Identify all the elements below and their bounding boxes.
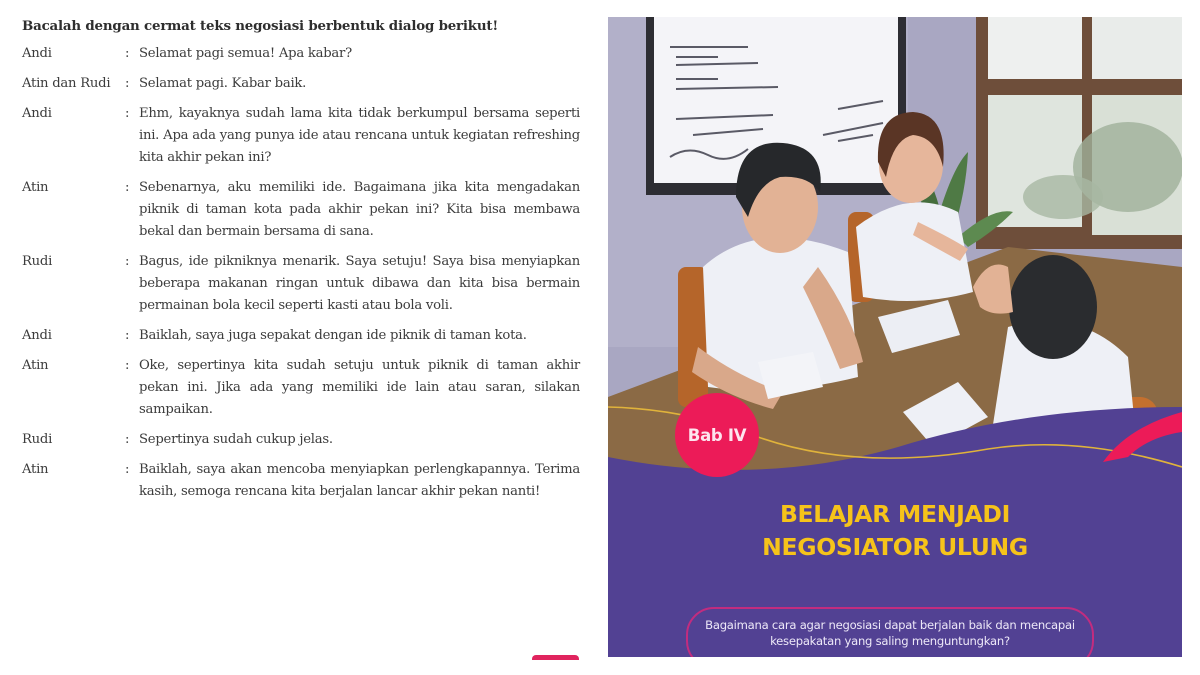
page-tab-marker — [532, 655, 579, 660]
speaker-name: Atin — [22, 462, 49, 477]
chapter-badge — [675, 393, 759, 477]
utterance-text: Ehm, kayaknya sudah lama kita tidak berkumpul bersama seperti ini. Apa ada yang punya ide atau rencana untuk kegiatan refreshing kita akhir pekan ini? — [139, 106, 580, 165]
colon-separator: : — [125, 358, 130, 373]
utterance-text: Bagus, ide pikniknya menarik. Saya setuju! Saya bisa menyiapkan beberapa makanan ringan untuk dibawa dan kita bisa bermain permainan bola kecil seperti kasti atau bola voli. — [139, 254, 580, 313]
chapter-title-line-2: NEGOSIATOR ULUNG — [762, 533, 1028, 561]
speaker-name: Atin — [22, 358, 49, 373]
speaker-name: Andi — [22, 46, 52, 61]
speaker-name: Atin dan Rudi — [22, 76, 111, 91]
colon-separator: : — [125, 462, 130, 477]
speaker-name: Rudi — [22, 432, 53, 447]
colon-separator: : — [125, 76, 130, 91]
chapter-title-line-1: BELAJAR MENJADI — [779, 500, 1011, 528]
utterance-text: Baiklah, saya juga sepakat dengan ide piknik di taman kota. — [139, 328, 527, 343]
guiding-question-text: Bagaimana cara agar negosiasi dapat berjalan baik dan mencapai kesepakatan yang saling menguntungkan? — [705, 618, 1075, 648]
colon-separator: : — [125, 106, 130, 121]
utterance-text: Oke, sepertinya kita sudah setuju untuk piknik di taman akhir pekan ini. Jika ada yang memiliki ide lain atau saran, silakan sampaikan. — [139, 358, 580, 417]
speaker-name: Rudi — [22, 254, 53, 269]
dialog-line — [22, 103, 582, 169]
dialog-line — [22, 429, 582, 451]
instruction-heading: Bacalah dengan cermat teks negosiasi berbentuk dialog berikut! — [22, 18, 499, 34]
colon-separator: : — [125, 180, 130, 195]
dialog-line — [22, 355, 582, 421]
utterance-text: Baiklah, saya akan mencoba menyiapkan perlengkapannya. Terima kasih, semoga rencana kita berjalan lancar akhir pekan nanti! — [139, 462, 580, 499]
dialog-line — [22, 251, 582, 317]
utterance-text: Selamat pagi semua! Apa kabar? — [139, 46, 352, 61]
dialog-page — [22, 18, 582, 511]
guiding-question-box — [686, 607, 1094, 657]
dialog-line — [22, 459, 582, 503]
colon-separator: : — [125, 328, 130, 343]
colon-separator: : — [125, 432, 130, 447]
dialog-line — [22, 325, 582, 347]
chapter-cover — [608, 17, 1182, 657]
dialog-list — [22, 43, 582, 511]
dialog-line — [22, 43, 582, 65]
utterance-text: Sebenarnya, aku memiliki ide. Bagaimana jika kita mengadakan piknik di taman kota pada akhir pekan ini? Kita bisa membawa bekal dan bermain bersama di sana. — [139, 180, 580, 239]
colon-separator: : — [125, 46, 130, 61]
dialog-line — [22, 177, 582, 243]
dialog-line — [22, 73, 582, 95]
speaker-name: Atin — [22, 180, 49, 195]
utterance-text: Selamat pagi. Kabar baik. — [139, 76, 307, 91]
chapter-title — [608, 498, 1182, 564]
colon-separator: : — [125, 254, 130, 269]
utterance-text: Sepertinya sudah cukup jelas. — [139, 432, 333, 447]
speaker-name: Andi — [22, 106, 52, 121]
speaker-name: Andi — [22, 328, 52, 343]
chapter-badge-label: Bab IV — [687, 425, 747, 445]
